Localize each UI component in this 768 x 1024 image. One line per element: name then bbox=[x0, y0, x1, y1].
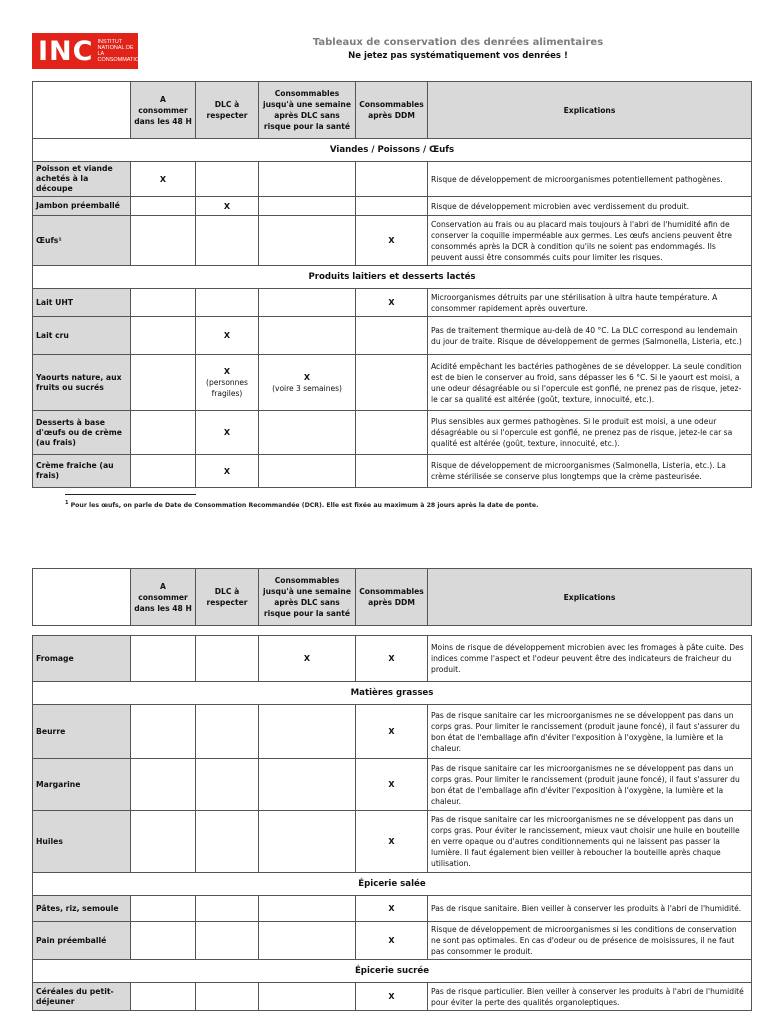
mark-dlc bbox=[196, 983, 259, 1011]
mark-c48 bbox=[131, 355, 196, 411]
mark-c48 bbox=[131, 216, 196, 266]
explanation: Pas de risque sanitaire. Bien veiller à conserver les produits à l'abri de l'humidité. bbox=[428, 896, 752, 922]
product-name: Yaourts nature, aux fruits ou sucrés bbox=[33, 355, 131, 411]
product-name: Jambon préemballé bbox=[33, 197, 131, 216]
conservation-table-2 bbox=[32, 568, 752, 1011]
mark-c48 bbox=[131, 705, 196, 759]
product-name: Crème fraiche (au frais) bbox=[33, 455, 131, 488]
product-name: Fromage bbox=[33, 636, 131, 682]
section-row bbox=[33, 682, 752, 705]
mark-ddm bbox=[356, 455, 428, 488]
product-name: Pain préemballé bbox=[33, 922, 131, 960]
mark-week bbox=[259, 411, 356, 455]
mark-ddm bbox=[356, 759, 428, 811]
inc-logo bbox=[32, 33, 144, 69]
mark-c48 bbox=[131, 759, 196, 811]
mark-c48 bbox=[131, 317, 196, 355]
mark-value: X bbox=[303, 654, 311, 663]
spacer-row bbox=[33, 626, 752, 636]
section-title: Épicerie salée bbox=[33, 873, 752, 896]
explanation: Risque de développement de microorganismes potentiellement pathogènes. bbox=[428, 162, 752, 197]
mark-ddm bbox=[356, 811, 428, 873]
mark-week bbox=[259, 162, 356, 197]
explanation: Risque de développement de microorganismes (Salmonella, Listeria, etc.). La crème stérilisée se conserve plus longtemps que la crème pasteurisée. bbox=[428, 455, 752, 488]
mark-ddm bbox=[356, 197, 428, 216]
mark-week bbox=[259, 317, 356, 355]
section-title: Viandes / Poissons / Œufs bbox=[33, 139, 752, 162]
mark-note: (personnes fragiles) bbox=[206, 378, 248, 398]
product-name: Lait UHT bbox=[33, 289, 131, 317]
col-header-48h: A consommer dans les 48 H bbox=[131, 82, 196, 139]
table-row bbox=[33, 317, 752, 355]
logo-text: INC bbox=[38, 35, 94, 67]
mark-ddm bbox=[356, 355, 428, 411]
mark-dlc bbox=[196, 289, 259, 317]
table-row bbox=[33, 811, 752, 873]
explanation: Risque de développement de microorganismes si les conditions de conservation ne sont pas optimales. En cas d'odeur ou de présence de moisissures, il ne faut pas consommer le produit. bbox=[428, 922, 752, 960]
mark-c48 bbox=[131, 896, 196, 922]
col-header-week: Consommables jusqu'à une semaine après DLC sans risque pour la santé bbox=[259, 569, 356, 626]
header-corner bbox=[33, 82, 131, 139]
section-row bbox=[33, 960, 752, 983]
mark-ddm bbox=[356, 636, 428, 682]
footnote-marker: 1 bbox=[65, 500, 69, 506]
section-title: Matières grasses bbox=[33, 682, 752, 705]
mark-dlc bbox=[196, 636, 259, 682]
mark-value: X bbox=[388, 236, 395, 245]
product-name: Œufs¹ bbox=[33, 216, 131, 266]
product-name: Céréales du petit-déjeuner bbox=[33, 983, 131, 1011]
mark-ddm bbox=[356, 983, 428, 1011]
col-header-explanations: Explications bbox=[428, 82, 752, 139]
table-row bbox=[33, 636, 752, 682]
explanation: Conservation au frais ou au placard mais toujours à l'abri de l'humidité afin de conserver la coquille imperméable aux germes. Les œufs anciens peuvent être consommés après la DCR à condition qu'ils ne soient pas endommagés. Ils peuvent aussi être consommés cuits pour limiter les risques. bbox=[428, 216, 752, 266]
mark-week bbox=[259, 636, 356, 682]
explanation: Acidité empêchant les bactéries pathogènes de se développer. La seule condition est de bien le conserver au froid, sans dépasser les 6 °C. Si le yaourt est moisi, a une odeur désagréable ou si l'opercule est gonflé, ne prenez pas de risque, jetez-le car sa qualité est altérée (goût, texture, innocuité, etc.). bbox=[428, 355, 752, 411]
col-header-dlc: DLC à respecter bbox=[196, 82, 259, 139]
conservation-table-1 bbox=[32, 81, 752, 488]
mark-week bbox=[259, 705, 356, 759]
mark-c48 bbox=[131, 411, 196, 455]
mark-c48 bbox=[131, 289, 196, 317]
mark-value: X bbox=[388, 992, 395, 1001]
mark-week bbox=[259, 759, 356, 811]
product-name: Pâtes, riz, semoule bbox=[33, 896, 131, 922]
table-row bbox=[33, 216, 752, 266]
explanation: Moins de risque de développement microbien avec les fromages à pâte cuite. Des indices comme l'aspect et l'odeur peuvent être des indicateurs de fraicheur du produit. bbox=[428, 636, 752, 682]
table-row bbox=[33, 411, 752, 455]
mark-value: X bbox=[223, 466, 231, 476]
footnote-separator bbox=[65, 494, 196, 495]
mark-c48 bbox=[131, 636, 196, 682]
mark-ddm bbox=[356, 411, 428, 455]
mark-value: X bbox=[388, 837, 395, 846]
mark-week bbox=[259, 811, 356, 873]
table-row bbox=[33, 162, 752, 197]
col-header-ddm: Consommables après DDM bbox=[356, 569, 428, 626]
mark-value: X bbox=[223, 201, 231, 211]
section-title: Produits laitiers et desserts lactés bbox=[33, 266, 752, 289]
col-header-ddm: Consommables après DDM bbox=[356, 82, 428, 139]
mark-dlc bbox=[196, 411, 259, 455]
product-name: Huiles bbox=[33, 811, 131, 873]
mark-week bbox=[259, 983, 356, 1011]
mark-week bbox=[259, 455, 356, 488]
mark-value: X bbox=[388, 936, 395, 945]
mark-value: X bbox=[388, 727, 395, 736]
table-row bbox=[33, 705, 752, 759]
section-row bbox=[33, 266, 752, 289]
mark-dlc bbox=[196, 317, 259, 355]
col-header-week: Consommables jusqu'à une semaine après DLC sans risque pour la santé bbox=[259, 82, 356, 139]
mark-dlc bbox=[196, 705, 259, 759]
mark-dlc bbox=[196, 355, 259, 411]
table-row bbox=[33, 197, 752, 216]
table-row bbox=[33, 922, 752, 960]
mark-dlc bbox=[196, 811, 259, 873]
col-header-48h: A consommer dans les 48 H bbox=[131, 569, 196, 626]
explanation: Microorganismes détruits par une stérilisation à ultra haute température. A consommer rapidement après ouverture. bbox=[428, 289, 752, 317]
mark-c48 bbox=[131, 197, 196, 216]
explanation: Risque de développement microbien avec verdissement du produit. bbox=[428, 197, 752, 216]
mark-c48 bbox=[131, 455, 196, 488]
mark-dlc bbox=[196, 162, 259, 197]
logo-subtitle: INSTITUT NATIONAL DE LA CONSOMMATION bbox=[97, 39, 144, 63]
mark-week bbox=[259, 197, 356, 216]
explanation: Plus sensibles aux germes pathogènes. Si le produit est moisi, a une odeur désagréable ou si l'opercule est gonflé, ne prenez pas de risque, jetez-le car sa qualité est altérée (goût, texture, innocuité, etc.). bbox=[428, 411, 752, 455]
product-name: Desserts à base d'œufs ou de crème (au frais) bbox=[33, 411, 131, 455]
table-row bbox=[33, 289, 752, 317]
mark-dlc bbox=[196, 197, 259, 216]
document-subtitle: Ne jetez pas systématiquement vos denrées ! bbox=[348, 51, 568, 61]
explanation: Pas de traitement thermique au-delà de 40 °C. La DLC correspond au lendemain du jour de traite. Risque de développement de germes (Salmonella, Listeria, etc.) bbox=[428, 317, 752, 355]
footnote bbox=[65, 500, 538, 509]
mark-ddm bbox=[356, 289, 428, 317]
mark-value: X bbox=[388, 654, 395, 663]
explanation: Pas de risque sanitaire car les microorganismes ne se développent pas dans un corps gras. Pour éviter le rancissement, mieux vaut choisir une huile en bouteille en verre opaque ou d'autres conditionnements qui ne laissent pas passer la lumière. Il faut également bien veiller à reboucher la bouteille après chaque utilisation. bbox=[428, 811, 752, 873]
mark-ddm bbox=[356, 317, 428, 355]
section-row bbox=[33, 139, 752, 162]
document-title: Tableaux de conservation des denrées alimentaires bbox=[312, 37, 604, 48]
mark-week bbox=[259, 289, 356, 317]
table-row bbox=[33, 355, 752, 411]
product-name: Poisson et viande achetés à la découpe bbox=[33, 162, 131, 197]
mark-value: X bbox=[223, 428, 231, 437]
col-header-dlc: DLC à respecter bbox=[196, 569, 259, 626]
mark-value: X bbox=[223, 331, 231, 340]
product-name: Lait cru bbox=[33, 317, 131, 355]
table-row bbox=[33, 455, 752, 488]
mark-note: (voire 3 semaines) bbox=[272, 383, 342, 393]
mark-value: X bbox=[388, 904, 395, 913]
product-name: Beurre bbox=[33, 705, 131, 759]
col-header-explanations: Explications bbox=[428, 569, 752, 626]
mark-value: X bbox=[159, 174, 167, 184]
mark-dlc bbox=[196, 922, 259, 960]
mark-value: X bbox=[303, 372, 311, 382]
footnote-text: Pour les œufs, on parle de Date de Consommation Recommandée (DCR). Elle est fixée au maximum à 28 jours après la date de ponte. bbox=[70, 502, 539, 510]
mark-week bbox=[259, 922, 356, 960]
mark-week bbox=[259, 216, 356, 266]
mark-dlc bbox=[196, 455, 259, 488]
mark-value: X bbox=[388, 780, 395, 789]
explanation: Pas de risque sanitaire car les microorganismes ne se développent pas dans un corps gras. Pour limiter le rancissement (produit jaune foncé), il faut s'assurer du bon état de l'emballage afin d'éviter l'exposition à l'oxygène, la lumière et la chaleur. bbox=[428, 759, 752, 811]
mark-c48 bbox=[131, 162, 196, 197]
mark-ddm bbox=[356, 922, 428, 960]
explanation: Pas de risque particulier. Bien veiller à conserver les produits à l'abri de l'humidité pour éviter la perte des qualités organoleptiques. bbox=[428, 983, 752, 1011]
mark-ddm bbox=[356, 162, 428, 197]
header-corner bbox=[33, 569, 131, 626]
table-row bbox=[33, 983, 752, 1011]
mark-week bbox=[259, 355, 356, 411]
section-row bbox=[33, 873, 752, 896]
mark-c48 bbox=[131, 922, 196, 960]
mark-ddm bbox=[356, 896, 428, 922]
product-name: Margarine bbox=[33, 759, 131, 811]
mark-ddm bbox=[356, 705, 428, 759]
mark-value: X bbox=[388, 298, 395, 307]
mark-c48 bbox=[131, 811, 196, 873]
mark-dlc bbox=[196, 759, 259, 811]
mark-ddm bbox=[356, 216, 428, 266]
mark-value: X bbox=[223, 367, 231, 376]
section-title: Épicerie sucrée bbox=[33, 960, 752, 983]
table-row bbox=[33, 896, 752, 922]
mark-c48 bbox=[131, 983, 196, 1011]
mark-dlc bbox=[196, 896, 259, 922]
mark-dlc bbox=[196, 216, 259, 266]
mark-week bbox=[259, 896, 356, 922]
explanation: Pas de risque sanitaire car les microorganismes ne se développent pas dans un corps gras. Pour limiter le rancissement (produit jaune foncé), il faut s'assurer du bon état de l'emballage afin d'éviter l'exposition à l'oxygène, la lumière et la chaleur. bbox=[428, 705, 752, 759]
table-row bbox=[33, 759, 752, 811]
